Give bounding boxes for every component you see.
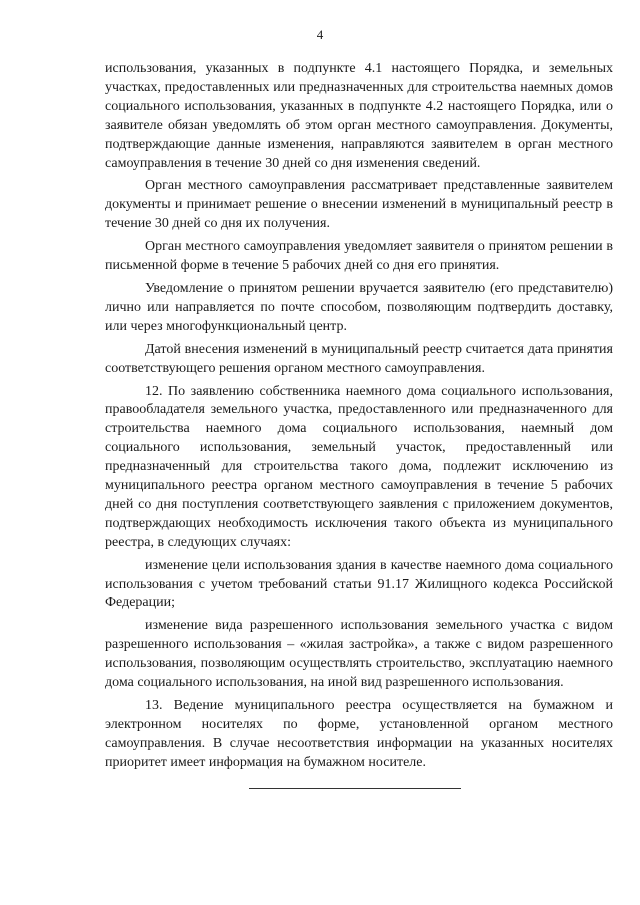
paragraph-case-building-purpose: изменение цели использования здания в качестве наемного дома социального использования с учетом требований статьи 91.17 Жилищного кодекса Российской Федерации; xyxy=(105,557,613,611)
paragraph-case-land-use: изменение вида разрешенного использования земельного участка с видом разрешенного использования – «жилая застройка», а также с видом разрешенного использования, позволяющим осуществлять строительство, эксплуатацию наемного дома социального использования, на иной вид разрешенного использования. xyxy=(105,618,613,691)
page-number: 4 xyxy=(316,27,324,42)
paragraph-continuation: использования, указанных в подпункте 4.1 настоящего Порядка, и земельных участках, предоставленных или предназначенных для строительства наемных домов социального использования, указанных в подпункте 4.2 настоящего Порядка, или о заявителе обязан уведомлять об этом орган местного самоуправления. Документы, подтверждающие данные изменения, направляются заявителем в орган местного самоуправления в течение 30 дней со дня изменения сведений. xyxy=(105,61,613,171)
paragraph-item-12: 12. По заявлению собственника наемного дома социального использования, правообладателя земельного участка, предоставленного или предназначенного для строительства наемного дома социального использования, наемный дом социального использования, земельный участок, предоставленный или предназначенный для строительства такого дома, подлежит исключению из муниципального реестра органом местного самоуправления в течение 5 рабочих дней со дня поступления соответствующего заявления с приложением документов, подтверждающих необходимость исключения такого объекта из муниципального реестра, в следующих случаях: xyxy=(105,383,613,550)
paragraph-date-of-changes: Датой внесения изменений в муниципальный реестр считается дата принятия соответствующего решения органом местного самоуправления. xyxy=(105,341,613,376)
paragraph-item-13: 13. Ведение муниципального реестра осуществляется на бумажном и электронном носителях по форме, установленной органом местного самоуправления. В случае несоответствия информации на указанных носителях приоритет имеет информация на бумажном носителе. xyxy=(105,698,613,770)
paragraph-delivery: Уведомление о принятом решении вручается заявителю (его представителю) лично или направляется по почте способом, позволяющим подтвердить доставку, или через многофункциональный центр. xyxy=(105,280,613,334)
paragraph-notification: Орган местного самоуправления уведомляет заявителя о принятом решении в письменной форме в течение 5 рабочих дней со дня его принятия. xyxy=(105,239,613,274)
end-divider-line xyxy=(249,788,461,789)
paragraph-review: Орган местного самоуправления рассматривает представленные заявителем документы и принимает решение о внесении изменений в муниципальный реестр в течение 30 дней со дня их получения. xyxy=(105,178,613,232)
document-body xyxy=(105,60,613,773)
